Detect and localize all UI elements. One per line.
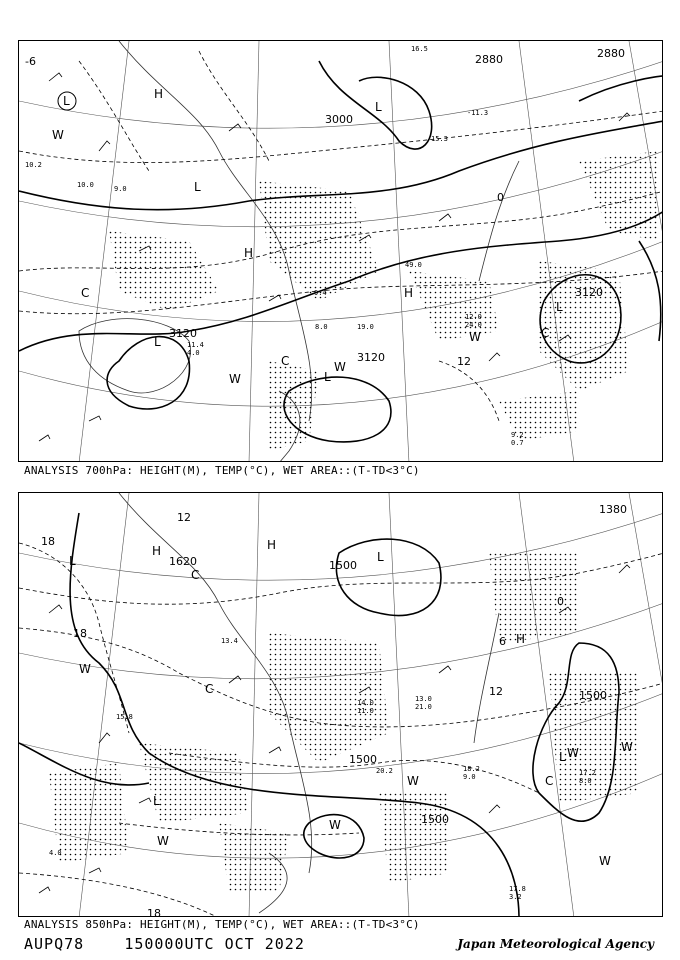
agency-credit: Japan Meteorological Agency	[457, 937, 654, 951]
station-value: 9.2	[511, 431, 524, 439]
wet-area-stipple	[109, 151, 659, 451]
temp-label: 0	[557, 595, 564, 608]
height-label: 1500	[579, 689, 607, 702]
height-label: 1500	[329, 559, 357, 572]
high-symbol: H	[516, 632, 526, 646]
wet-area-stipple	[49, 553, 639, 893]
valid-time: 150000UTC OCT 2022	[124, 935, 305, 953]
station-value: 13.0	[415, 695, 432, 703]
station-value: -11.3	[467, 109, 489, 117]
warm-symbol: W	[79, 662, 91, 676]
low-symbol: L	[69, 554, 76, 568]
station-value: 11.0	[357, 707, 374, 715]
high-symbol: H	[154, 87, 164, 101]
station-value: 20.2	[376, 767, 393, 775]
station-value: 17.2	[579, 769, 596, 777]
cold-symbol: C	[81, 286, 90, 300]
station-value: 8.0	[315, 323, 328, 331]
warm-symbol: W	[621, 740, 633, 754]
height-label: 3120	[357, 351, 385, 364]
station-value: 15.8	[116, 713, 133, 721]
temp-label: 18	[41, 535, 55, 548]
cold-symbol: C	[281, 354, 290, 368]
temp-label: 0	[497, 191, 504, 204]
height-label: 3000	[325, 113, 353, 126]
station-value: 19.0	[357, 323, 374, 331]
caption-700hpa: ANALYSIS 700hPa: HEIGHT(M), TEMP(°C), WET AREA::(T-TD<3°C)	[24, 464, 420, 477]
warm-symbol: W	[567, 746, 579, 760]
warm-symbol: W	[52, 128, 64, 142]
station-value: 9.0	[463, 773, 476, 781]
height-label: 2880	[475, 53, 503, 66]
cold-symbol: C	[205, 682, 214, 696]
map-850hpa	[19, 493, 663, 917]
chart-700hpa-panel	[18, 40, 663, 462]
station-value: 15.3	[431, 135, 448, 143]
station-value: 4.0	[187, 349, 200, 357]
cold-symbol: C	[191, 568, 200, 582]
low-symbol: L	[153, 794, 160, 808]
low-symbol: L	[377, 550, 384, 564]
warm-symbol: W	[407, 774, 419, 788]
cold-symbol: C	[545, 774, 554, 788]
station-value: 8.0	[579, 777, 592, 785]
cold-symbol: C	[541, 326, 550, 340]
station-value: 9.0	[114, 185, 127, 193]
warm-symbol: W	[329, 818, 341, 832]
warm-symbol: W	[229, 372, 241, 386]
station-value: 14.0	[357, 699, 374, 707]
station-value: 21.0	[415, 703, 432, 711]
height-label: 2880	[597, 47, 625, 60]
chart-identifier	[24, 935, 305, 953]
station-value: 13.4	[221, 637, 238, 645]
station-value: 10.2	[25, 161, 42, 169]
height-label: 3120	[575, 286, 603, 299]
low-symbol: L	[154, 335, 161, 349]
height-label: 1500	[421, 813, 449, 826]
station-value: 18.2	[463, 765, 480, 773]
temp-label: 18	[73, 627, 87, 640]
height-label: 3120	[169, 327, 197, 340]
low-symbol: L	[375, 100, 382, 114]
low-symbol: L	[194, 180, 201, 194]
temp-label: 12	[457, 355, 471, 368]
map-700hpa	[19, 41, 663, 462]
station-value: 11.4	[187, 341, 204, 349]
station-value: 12.0	[465, 313, 482, 321]
station-value: 9.4	[314, 289, 327, 297]
height-label: 1380	[599, 503, 627, 516]
temp-label: 12	[489, 685, 503, 698]
temp-label: 6	[499, 635, 506, 648]
low-symbol: L	[63, 94, 70, 108]
station-value: 3.2	[509, 893, 522, 901]
caption-850hpa: ANALYSIS 850hPa: HEIGHT(M), TEMP(°C), WET AREA::(T-TD<3°C)	[24, 918, 420, 931]
height-label: 1500	[349, 753, 377, 766]
station-value: 10.0	[77, 181, 94, 189]
station-value: 24.0	[465, 321, 482, 329]
station-value: 49.0	[405, 261, 422, 269]
warm-symbol: W	[599, 854, 611, 868]
temp-label: 18	[147, 907, 161, 918]
chart-850hpa-panel	[18, 492, 663, 917]
station-value: 16.5	[411, 45, 428, 53]
high-symbol: H	[404, 286, 414, 300]
high-symbol: H	[267, 538, 277, 552]
height-label: 1620	[169, 555, 197, 568]
warm-symbol: W	[469, 330, 481, 344]
temp-label: -6	[25, 55, 36, 68]
high-symbol: H	[152, 544, 162, 558]
low-symbol: L	[324, 370, 331, 384]
chart-id: AUPQ78	[24, 935, 85, 953]
station-value: 17.8	[509, 885, 526, 893]
temp-label: 12	[177, 511, 191, 524]
high-symbol: H	[244, 246, 254, 260]
warm-symbol: W	[157, 834, 169, 848]
station-value: 0.7	[511, 439, 524, 447]
warm-symbol: W	[334, 360, 346, 374]
low-symbol: L	[559, 750, 566, 764]
station-value: 4.0	[49, 849, 62, 857]
low-symbol: L	[556, 300, 563, 314]
